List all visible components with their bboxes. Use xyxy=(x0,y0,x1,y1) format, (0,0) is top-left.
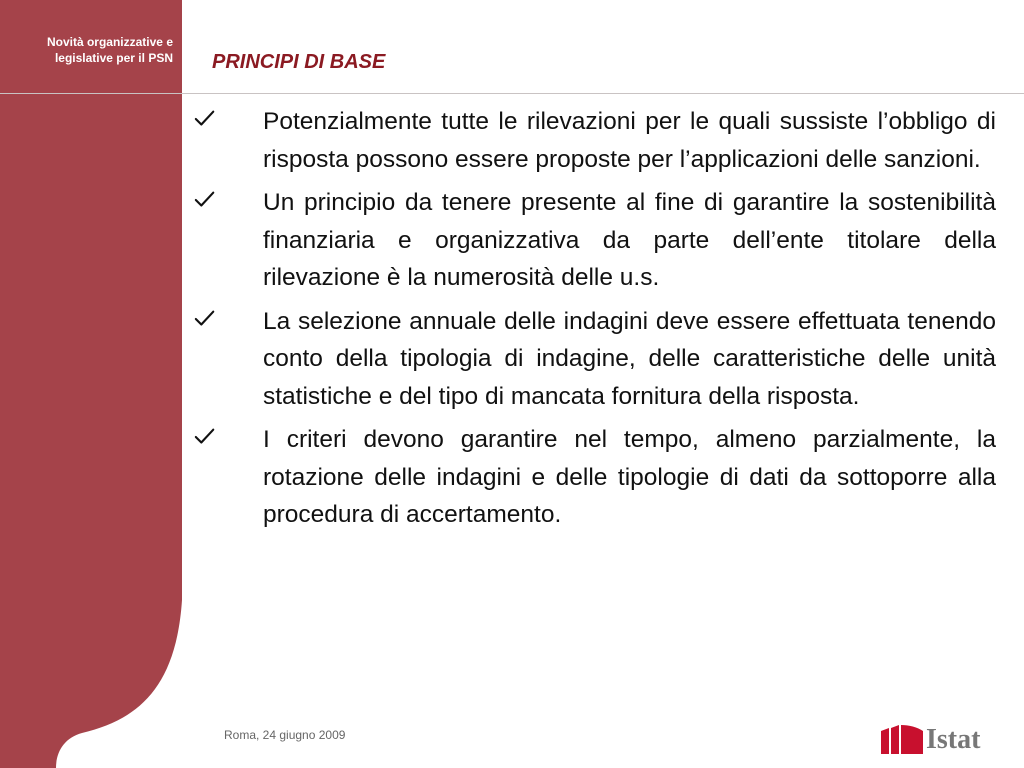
header-divider xyxy=(0,93,1024,94)
check-icon xyxy=(194,308,216,330)
list-item xyxy=(194,421,996,534)
bullet-text: I criteri devono garantire nel tempo, almeno parzialmente, la rotazione delle indagini e delle tipologie di dati da sottoporre alla procedura di accertamento. xyxy=(263,426,996,528)
list-item xyxy=(194,303,996,416)
logo-text: Istat xyxy=(926,724,981,755)
check-icon xyxy=(194,426,216,448)
sidebar-title-line2: legislative per il PSN xyxy=(54,51,173,65)
list-item xyxy=(194,103,996,178)
bullet-text: La selezione annuale delle indagini deve essere effettuata tenendo conto della tipologia di indagine, delle caratteristiche delle unità statistiche e del tipo di mancata fornitura della risposta. xyxy=(263,307,996,410)
bullet-text: Potenzialmente tutte le rilevazioni per le quali sussiste l’obbligo di risposta possono essere proposte per l’applicazioni delle sanzioni. xyxy=(263,108,996,173)
bullet-text: Un principio da tenere presente al fine di garantire la sostenibilità finanziaria e organizzativa da parte dell’ente titolare della rilevazione è la numerosità delle u.s. xyxy=(263,189,996,291)
check-icon xyxy=(194,189,216,211)
istat-logo-icon xyxy=(881,724,927,754)
sidebar-title xyxy=(10,34,173,66)
page-title: PRINCIPI DI BASE xyxy=(212,51,386,73)
list-item xyxy=(194,184,996,297)
sidebar-curve-shape xyxy=(0,0,182,768)
sidebar-panel xyxy=(0,0,182,768)
bullet-list xyxy=(194,103,996,540)
footer-date: Roma, 24 giugno 2009 xyxy=(224,728,346,742)
sidebar-title-line1: Novità organizzative e xyxy=(46,35,173,49)
istat-logo xyxy=(881,722,981,758)
check-icon xyxy=(194,108,216,130)
